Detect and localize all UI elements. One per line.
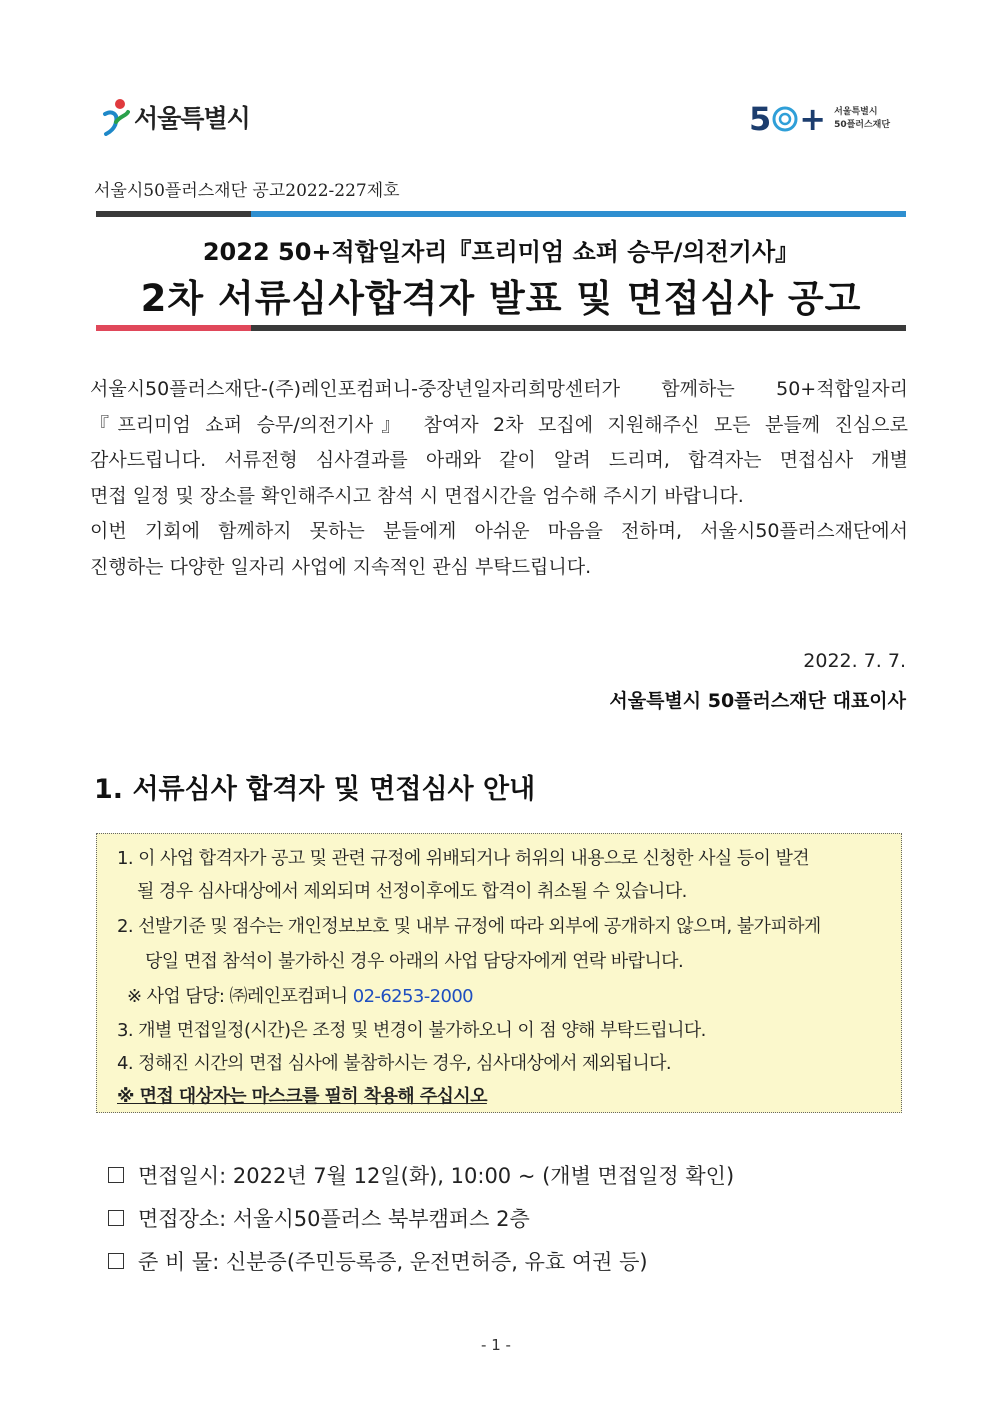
contact-phone[interactable]: 02-6253-2000 [352,986,474,1007]
contact-label: ※ 사업 담당: ㈜레인포컴퍼니 [127,986,353,1007]
required-items-row [108,1246,648,1276]
notice-box [96,833,902,1113]
intro-line: 『프리미엄 쇼퍼 승무/의전기사』 참여자 2차 모집에 지원해주신 모든 분들께 진심으로 [90,413,908,436]
checkbox-icon [108,1210,124,1226]
notice-item-4: 4. 정해진 시간의 면접 심사에 불참하시는 경우, 심사대상에서 제외됩니다. [117,1053,672,1074]
foundation-logo [749,100,891,138]
seoul-city-logo [102,98,250,136]
title-bar-bottom-left [96,325,251,331]
seoul-logo-mark-icon [102,98,130,136]
interview-date: 면접일시: 2022년 7월 12일(화), 10:00 ~ (개별 면접일정 확인) [138,1164,735,1188]
page-number: - 1 - [481,1336,511,1354]
notice-number: 서울시50플러스재단 공고2022-227제호 [94,181,400,201]
title-bar-top-left [96,211,251,217]
mask-notice: ※ 면접 대상자는 마스크를 필히 착용해 주십시오 [117,1086,487,1107]
notice-contact [127,982,473,1008]
notice-item-1: 1. 이 사업 합격자가 공고 및 관련 규정에 위배되거나 허위의 내용으로 신청한 사실 등이 발견 [117,848,810,869]
foundation-logo-plus: + [799,100,827,138]
title-line-1: 2022 50+적합일자리『프리미엄 쇼퍼 승무/의전기사』 [202,238,800,266]
title-line-2: 2차 서류심사합격자 발표 및 면접심사 공고 [140,277,862,320]
foundation-logo-caption: 서울특별시 50플러스재단 [834,107,891,130]
checkbox-icon [108,1167,124,1183]
title-bar-bottom-right [251,325,906,331]
interview-place: 면접장소: 서울시50플러스 북부캠퍼스 2층 [138,1207,530,1231]
intro-line: 감사드립니다. 서류전형 심사결과를 아래와 같이 알려 드리며, 합격자는 면접심사 개별 [90,449,908,471]
section-1-title: 1. 서류심사 합격자 및 면접심사 안내 [94,774,536,805]
intro-line: 이번 기회에 함께하지 못하는 분들에게 아쉬운 마음을 전하며, 서울시50플러스재단에서 [90,520,908,542]
announcement-date: 2022. 7. 7. [803,650,906,672]
notice-item-3: 3. 개별 면접일정(시간)은 조정 및 변경이 불가하오니 이 점 양해 부탁드립니다. [117,1020,706,1041]
intro-paragraph [90,372,908,585]
title-bar-top-right [251,211,906,217]
notice-item-2: 2. 선발기준 및 점수는 개인정보보호 및 내부 규정에 따라 외부에 공개하지 않으며, 불가피하게 [117,916,821,937]
required-items: 준 비 물: 신분증(주민등록증, 운전면허증, 유효 여권 등) [138,1250,648,1274]
intro-line: 서울시50플러스재단-(주)레인포컴퍼니-중장년일자리희망센터가 함께하는 50+적합일자리 [90,378,908,400]
checkbox-icon [108,1253,124,1269]
intro-line: 면접 일정 및 장소를 확인해주시고 참석 시 면접시간을 엄수해 주시기 바랍니다. [90,484,744,507]
notice-item-1-cont: 될 경우 심사대상에서 제외되며 선정이후에도 합격이 취소될 수 있습니다. [137,881,687,902]
foundation-logo-five: 5 [749,100,772,138]
notice-item-2-cont: 당일 면접 참석이 불가하신 경우 아래의 사업 담당자에게 연락 바랍니다. [145,951,684,972]
signature: 서울특별시 50플러스재단 대표이사 [609,690,906,712]
interview-date-row [108,1160,734,1190]
interview-place-row [108,1203,530,1233]
seoul-logo-text: 서울특별시 [134,104,250,133]
foundation-logo-ring-icon [772,106,798,132]
intro-line: 진행하는 다양한 일자리 사업에 지속적인 관심 부탁드립니다. [90,555,592,578]
